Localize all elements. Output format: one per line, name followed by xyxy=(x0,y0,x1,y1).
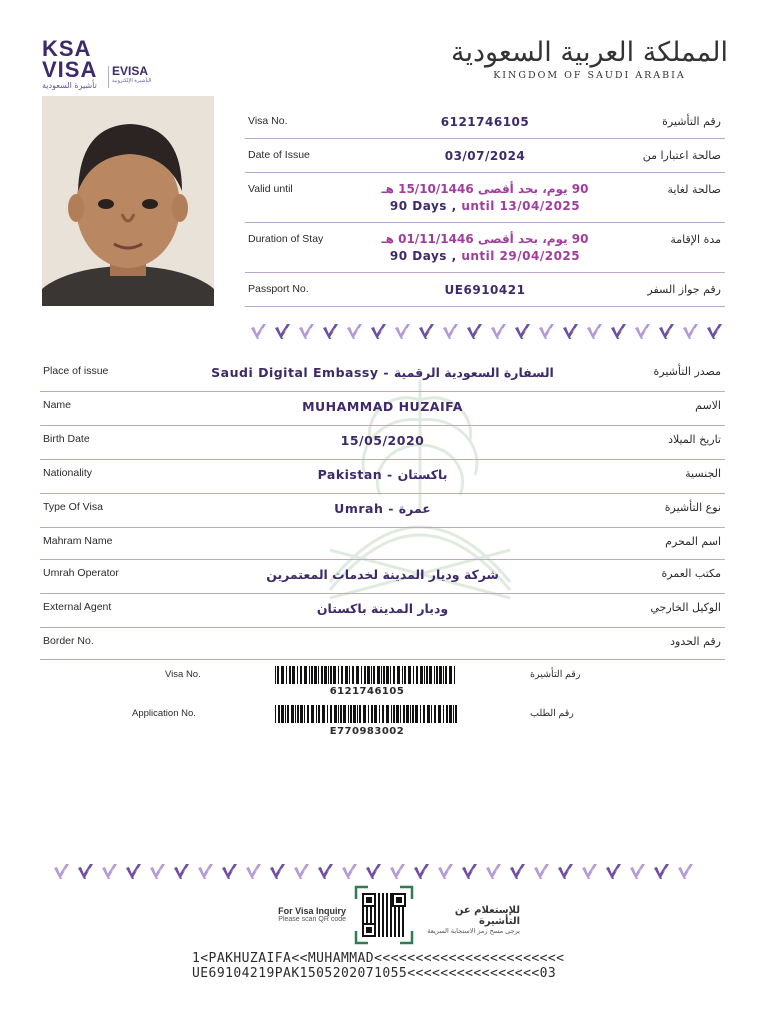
barcode-bar xyxy=(304,705,305,723)
barcode-bar xyxy=(338,705,339,723)
field-label-ar: الوكيل الخارجي xyxy=(650,601,721,614)
barcode-bar xyxy=(429,666,432,684)
check-mark-icon xyxy=(394,322,412,340)
field-label: Place of issue xyxy=(43,365,109,377)
valid-until-gregorian xyxy=(245,198,725,215)
barcode-bar xyxy=(330,705,332,723)
check-mark-icon xyxy=(298,322,316,340)
check-mark-icon xyxy=(346,322,364,340)
check-mark-icon xyxy=(322,322,340,340)
barcode-bar xyxy=(328,666,329,684)
check-mark-icon xyxy=(53,862,71,880)
check-mark-pattern-top xyxy=(250,322,724,340)
field-label: Date of Issue xyxy=(248,149,310,161)
barcode-section xyxy=(0,664,768,744)
barcode-bar xyxy=(278,705,280,723)
barcode-bar xyxy=(423,705,425,723)
barcode-bar xyxy=(287,705,289,723)
kingdom-calligraphy: المملكة العربية السعودية xyxy=(450,37,728,68)
barcode-bar xyxy=(431,705,432,723)
evisa-logo xyxy=(112,64,151,84)
duration-days: 90 Days xyxy=(389,249,447,263)
field-row-nationality xyxy=(40,459,725,494)
barcode-bar xyxy=(334,705,337,723)
barcode-bar xyxy=(316,705,317,723)
field-label-ar: رقم جواز السفر xyxy=(647,283,721,296)
check-mark-icon xyxy=(586,322,604,340)
barcode-bar xyxy=(357,705,358,723)
field-value-type-of-visa: Umrah - عمرة xyxy=(334,501,431,516)
ksa-visa-logo xyxy=(42,38,104,90)
barcode-bar xyxy=(400,705,401,723)
check-mark-icon xyxy=(485,862,503,880)
barcode-bar xyxy=(390,666,391,684)
field-row-duration-of-stay xyxy=(245,222,725,273)
check-mark-icon xyxy=(221,862,239,880)
kingdom-title: KINGDOM OF SAUDI ARABIA xyxy=(493,70,686,81)
barcode-bar xyxy=(363,705,366,723)
check-mark-icon xyxy=(605,862,623,880)
barcode-bar xyxy=(353,705,356,723)
barcode-application-number: E770983002 xyxy=(329,726,405,737)
check-mark-icon xyxy=(533,862,551,880)
barcode-bar xyxy=(420,705,421,723)
field-label: External Agent xyxy=(43,601,112,613)
check-mark-icon xyxy=(413,862,431,880)
check-mark-icon xyxy=(274,322,292,340)
mrz-block xyxy=(192,951,564,981)
barcode-bar xyxy=(443,705,444,723)
duration-hijri: 90 يوم، بحد أقصى 01/11/1446 هـ xyxy=(381,232,589,246)
barcode-bar xyxy=(402,666,403,684)
barcode-visa-number: 6121746105 xyxy=(329,686,405,697)
barcode-visa-label-ar: رقم التأشيرة xyxy=(530,669,581,680)
field-row-umrah-operator xyxy=(40,559,725,594)
check-mark-icon xyxy=(389,862,407,880)
check-mark-icon xyxy=(370,322,388,340)
field-label: Border No. xyxy=(43,635,94,647)
barcode-bar xyxy=(443,666,444,684)
barcode-bar xyxy=(297,705,299,723)
field-label: Umrah Operator xyxy=(43,567,119,579)
field-label-ar: الجنسية xyxy=(685,467,721,480)
valid-until-days: 90 Days xyxy=(389,199,447,213)
barcode-bar xyxy=(453,705,454,723)
barcode-bar xyxy=(397,666,400,684)
field-label: Duration of Stay xyxy=(248,233,324,245)
check-mark-icon xyxy=(317,862,335,880)
barcode-bar xyxy=(350,705,352,723)
barcode-bar xyxy=(412,705,414,723)
qr-code[interactable] xyxy=(354,885,414,945)
check-mark-icon xyxy=(658,322,676,340)
field-row-passport-no xyxy=(245,272,725,307)
barcode-bar xyxy=(383,666,385,684)
visa-inquiry-en xyxy=(268,906,346,923)
field-value-valid-until xyxy=(245,181,725,215)
barcode-bar xyxy=(455,705,457,723)
barcode-bar xyxy=(289,666,291,684)
check-mark-icon xyxy=(581,862,599,880)
field-label: Passport No. xyxy=(248,283,309,295)
check-mark-icon xyxy=(269,862,287,880)
check-mark-icon xyxy=(514,322,532,340)
barcode-bar xyxy=(300,666,302,684)
barcode-bar xyxy=(327,705,328,723)
inquiry-en-sub: Please scan QR code xyxy=(278,916,346,923)
field-label-ar: تاريخ الميلاد xyxy=(668,433,721,446)
barcode-bar xyxy=(295,705,296,723)
field-row-birth-date xyxy=(40,425,725,460)
evisa-word: EVISA xyxy=(112,64,149,78)
duration-date: until 29/04/2025 xyxy=(461,249,581,263)
field-label: Nationality xyxy=(43,467,93,479)
ksa-logo-line2: VISA xyxy=(42,57,98,82)
check-mark-icon xyxy=(245,862,263,880)
field-value-visa-no: 6121746105 xyxy=(440,115,530,129)
field-value-passport-no: UE6910421 xyxy=(444,283,526,297)
check-mark-icon xyxy=(509,862,527,880)
check-mark-icon xyxy=(634,322,652,340)
check-mark-icon xyxy=(562,322,580,340)
check-mark-icon xyxy=(629,862,647,880)
check-mark-icon xyxy=(197,862,215,880)
barcode-bar xyxy=(318,705,320,723)
barcode-bar xyxy=(393,666,395,684)
check-mark-icon xyxy=(557,862,575,880)
field-value-umrah-operator: شركة وديار المدينة لخدمات المعتمرين xyxy=(266,567,499,582)
barcode-bar xyxy=(343,705,346,723)
barcode-bar xyxy=(449,666,452,684)
barcode-visa-label: Visa No. xyxy=(165,669,201,680)
barcode-bar xyxy=(318,666,319,684)
barcode-bar xyxy=(361,666,362,684)
check-mark-icon xyxy=(365,862,383,880)
barcode-bar xyxy=(413,666,414,684)
barcode-bar xyxy=(377,666,380,684)
barcode-bar xyxy=(359,705,361,723)
check-mark-icon xyxy=(173,862,191,880)
check-mark-icon xyxy=(682,322,700,340)
barcode-bar xyxy=(292,666,295,684)
inquiry-ar-title: للإستعلام عن التأشيرة xyxy=(454,905,520,927)
barcode-bar xyxy=(426,666,428,684)
barcode-bar xyxy=(382,705,384,723)
barcode-bar xyxy=(321,666,323,684)
barcode-bar xyxy=(277,666,279,684)
barcode-bar xyxy=(374,705,377,723)
barcode-bar xyxy=(297,666,298,684)
field-row-border-no xyxy=(40,627,725,660)
check-mark-icon xyxy=(442,322,460,340)
field-row-external-agent xyxy=(40,593,725,628)
field-row-place-of-issue xyxy=(40,357,725,392)
barcode-bar xyxy=(314,666,317,684)
field-value-nationality: Pakistan - باكستان xyxy=(317,467,448,482)
barcode-bar xyxy=(333,666,336,684)
barcode-bar xyxy=(309,666,310,684)
barcode-bar xyxy=(364,666,366,684)
barcode-bar xyxy=(416,666,418,684)
check-mark-icon xyxy=(466,322,484,340)
kingdom-emblem xyxy=(451,36,728,81)
barcode-application-label-ar: رقم الطلب xyxy=(530,708,574,719)
check-mark-icon xyxy=(706,322,724,340)
check-mark-icon xyxy=(677,862,695,880)
barcode-bar xyxy=(410,705,411,723)
barcode-bar xyxy=(406,705,409,723)
check-mark-icon xyxy=(653,862,671,880)
barcode-bar xyxy=(371,705,373,723)
barcode-bar xyxy=(281,705,284,723)
check-mark-icon xyxy=(341,862,359,880)
barcode-bar xyxy=(367,666,370,684)
barcode-bar xyxy=(391,705,392,723)
barcode-bar xyxy=(340,705,342,723)
barcode-bar xyxy=(438,705,441,723)
barcode-bar xyxy=(393,705,395,723)
valid-until-date: until 13/04/2025 xyxy=(461,199,581,213)
visa-inquiry-ar xyxy=(420,905,520,935)
barcode-bar xyxy=(304,666,307,684)
barcode-bar xyxy=(322,705,325,723)
applicant-photo xyxy=(42,96,214,306)
field-label-ar: مصدر التأشيرة xyxy=(653,365,721,378)
barcode-bar xyxy=(307,705,309,723)
barcode-bar xyxy=(420,666,423,684)
barcode-bar xyxy=(427,705,430,723)
check-mark-icon xyxy=(77,862,95,880)
ksa-logo-line1: KSA xyxy=(42,36,92,61)
barcode-bar xyxy=(275,666,276,684)
mrz-line-1: 1<PAKHUZAIFA<<MUHAMMAD<<<<<<<<<<<<<<<<<<<<<<< xyxy=(192,951,565,966)
field-value-date-of-issue: 03/07/2024 xyxy=(444,149,526,163)
barcode-bar xyxy=(386,666,389,684)
valid-until-hijri: 90 يوم، بحد أقصى 15/10/1446 هـ xyxy=(381,182,589,196)
barcode-bar xyxy=(352,666,354,684)
check-mark-icon xyxy=(610,322,628,340)
barcode-bar xyxy=(311,666,313,684)
barcode-bar xyxy=(396,705,399,723)
field-label: Birth Date xyxy=(43,433,90,445)
inquiry-en-title: For Visa Inquiry xyxy=(278,906,346,916)
barcode-bar xyxy=(454,666,455,684)
barcode-bar xyxy=(300,705,303,723)
mrz-line-2: UE69104219PAK1505202071055<<<<<<<<<<<<<<<<03 xyxy=(192,966,557,981)
field-label-ar: مكتب العمرة xyxy=(661,567,721,580)
field-label: Name xyxy=(43,399,72,411)
field-row-type-of-visa xyxy=(40,493,725,528)
barcode-bar xyxy=(381,666,382,684)
valid-until-separator: , xyxy=(446,199,462,213)
check-mark-icon xyxy=(418,322,436,340)
field-row-date-of-issue xyxy=(245,138,725,173)
barcode-bar xyxy=(445,666,447,684)
barcode-bar xyxy=(449,705,452,723)
barcode-bar xyxy=(291,705,294,723)
check-mark-icon xyxy=(538,322,556,340)
field-value-name: MUHAMMAD HUZAIFA xyxy=(302,399,463,414)
field-value-birth-date: 15/05/2020 xyxy=(340,433,425,448)
field-row-mahram-name xyxy=(40,527,725,560)
barcode-bar xyxy=(373,666,375,684)
field-label: Mahram Name xyxy=(43,535,113,547)
field-label-ar: رقم الحدود xyxy=(670,635,721,648)
barcode-bar xyxy=(338,666,339,684)
field-label: Valid until xyxy=(248,183,293,195)
barcode-bar xyxy=(368,705,369,723)
field-label-ar: صالحة لغاية xyxy=(667,183,721,196)
barcode-bar xyxy=(330,666,332,684)
barcode-bar xyxy=(348,705,349,723)
barcode-bar xyxy=(345,666,348,684)
check-mark-icon xyxy=(250,322,268,340)
barcode-bar xyxy=(371,666,372,684)
barcode-bar xyxy=(446,705,448,723)
inquiry-ar-sub: يرجى مسح رمز الاستجابة السريعة xyxy=(427,927,520,935)
barcode-bar xyxy=(341,666,343,684)
barcode-application xyxy=(275,705,459,723)
barcode-bar xyxy=(311,705,314,723)
field-label-ar: رقم التأشيرة xyxy=(662,115,721,128)
barcode-bar xyxy=(424,666,425,684)
barcode-bar xyxy=(436,666,438,684)
ksa-logo-arabic: تأشيرة السعودية xyxy=(42,81,97,90)
barcode-bar xyxy=(404,666,406,684)
check-mark-icon xyxy=(461,862,479,880)
field-row-visa-no xyxy=(245,108,725,139)
duration-separator: , xyxy=(446,249,462,263)
field-row-name xyxy=(40,391,725,426)
field-row-valid-until xyxy=(245,172,725,223)
check-mark-icon xyxy=(149,862,167,880)
check-mark-icon xyxy=(125,862,143,880)
evisa-arabic: التأشيرة الإلكترونية xyxy=(112,78,152,84)
check-mark-icon xyxy=(490,322,508,340)
barcode-bar xyxy=(434,705,436,723)
field-value-duration xyxy=(245,231,725,265)
barcode-bar xyxy=(324,666,327,684)
barcode-bar xyxy=(275,705,276,723)
field-label-ar: الاسم xyxy=(695,399,721,412)
barcode-bar xyxy=(386,705,389,723)
barcode-bar xyxy=(281,666,284,684)
check-mark-pattern-bottom xyxy=(53,862,695,880)
field-label-ar: نوع التأشيرة xyxy=(664,501,721,514)
field-label-ar: اسم المحرم xyxy=(665,535,721,548)
check-mark-icon xyxy=(101,862,119,880)
barcode-bar xyxy=(439,666,442,684)
field-label: Type Of Visa xyxy=(43,501,103,513)
barcode-bar xyxy=(286,666,287,684)
barcode-bar xyxy=(403,705,405,723)
check-mark-icon xyxy=(437,862,455,880)
barcode-bar xyxy=(356,666,359,684)
duration-gregorian xyxy=(245,248,725,265)
check-mark-icon xyxy=(293,862,311,880)
field-value-place-of-issue: Saudi Digital Embassy - السفارة السعودية الرقمية xyxy=(211,365,554,380)
barcode-application-label: Application No. xyxy=(132,708,196,719)
field-value-external-agent: وديار المدينة باكستان xyxy=(316,601,449,616)
field-label-ar: مدة الإقامة xyxy=(670,233,721,246)
barcode-bar xyxy=(415,705,418,723)
barcode-bar xyxy=(434,666,435,684)
field-label-ar: صالحة اعتبارا من xyxy=(642,149,721,162)
barcode-bar xyxy=(379,705,380,723)
field-label: Visa No. xyxy=(248,115,288,127)
barcode-bar xyxy=(285,705,286,723)
barcode-bar xyxy=(349,666,350,684)
logo-divider xyxy=(108,66,109,88)
barcode-bar xyxy=(408,666,411,684)
barcode-visa xyxy=(275,666,459,684)
